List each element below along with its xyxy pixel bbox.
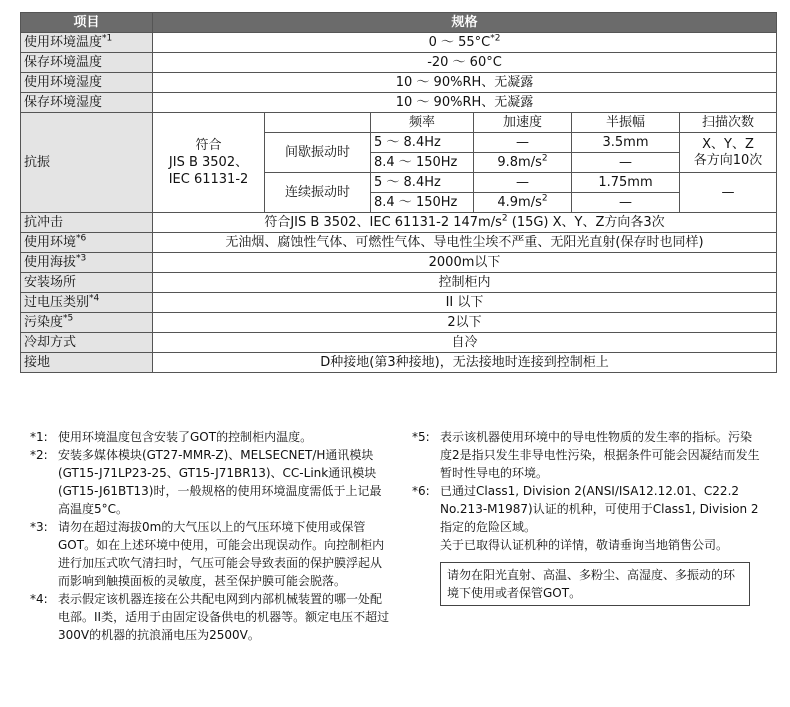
vib-intermittent: 间歇振动时 [265, 133, 371, 173]
note-mark: *1: [30, 430, 48, 444]
note-text: 安装多媒体模块(GT27-MMR-Z)、MELSECNET/H通讯模块(GT15-J71LP23-25、GT15-J71BR13)、CC-Link通讯模块(GT15-J61BT13)时，一般规格的使用环境温度需低于上记最高温度5°C。 [58, 448, 382, 516]
value-install: 控制柜内 [153, 273, 777, 293]
vib-con-r2-amp: — [572, 193, 680, 213]
label-overvolt: 过电压类别$^{*4}$ [21, 293, 153, 313]
value-env: 无油烟、腐蚀性气体、可燃性气体、导电性尘埃不严重、无阳光直射(保存时也同样) [153, 233, 777, 253]
note-mark: *5: [412, 430, 430, 444]
value-st-hum: 10 ～ 90%RH、无凝露 [153, 93, 777, 113]
note-text: 已通过Class1, Division 2(ANSI/ISA12.12.01、C22.2 No.213-M1987)认证的机种，可使用于Class1, Division 2指定的危险区域。 [440, 484, 759, 534]
value-ground: D种接地(第3种接地)，无法接地时连接到控制柜上 [153, 353, 777, 373]
label-ground: 接地 [21, 353, 153, 373]
value-op-hum: 10 ～ 90%RH、无凝露 [153, 73, 777, 93]
caution-box: 请勿在阳光直射、高温、多粉尘、高湿度、多振动的环境下使用或者保管GOT。 [440, 562, 750, 606]
vib-int-r1-accel: — [474, 133, 572, 153]
note-text: 表示该机器使用环境中的导电性物质的发生率的指标。污染度2是指只发生非导电性污染，根据条件可能会因凝结而发生暂时性导电的环境。 [440, 430, 760, 480]
vib-int-r2-accel: $9.8m/s^2$ [474, 153, 572, 173]
vib-standard: 符合 JIS B 3502、 IEC 61131-2 [153, 113, 265, 213]
label-st-temp: 保存环境温度 [21, 53, 153, 73]
vib-con-r1-freq: 5 ～ 8.4Hz [371, 173, 474, 193]
note-mark: *4: [30, 592, 48, 606]
label-st-hum: 保存环境湿度 [21, 93, 153, 113]
label-vib: 抗振 [21, 113, 153, 213]
note-3 [30, 518, 390, 590]
label-env: 使用环境$^{*6}$ [21, 233, 153, 253]
note-text: 请勿在超过海拔0m的大气压以上的气压环境下使用或保管GOT。如在上述环境中使用，可能会出现误动作。向控制柜内进行加压式吹气清扫时，气压可能会导致表面的保护膜浮起从而影响到触摸面板的灵敏度，甚至保护膜可能会脱落。 [58, 520, 385, 588]
note-4 [30, 590, 390, 644]
spec-table [20, 12, 777, 373]
label-install: 安装场所 [21, 273, 153, 293]
value-cooling: 自冷 [153, 333, 777, 353]
vib-continuous: 连续振动时 [265, 173, 371, 213]
note-text: 表示假定该机器连接在公共配电网到内部机械装置的哪一处配电部。II类，适用于由固定设备供电的机器等。额定电压不超过300V的机器的抗浪涌电压为2500V。 [58, 592, 390, 642]
label-shock: 抗冲击 [21, 213, 153, 233]
value-overvolt: II 以下 [153, 293, 777, 313]
value-st-temp: -20 ～ 60°C [153, 53, 777, 73]
vib-int-r2-amp: — [572, 153, 680, 173]
vib-con-r2-freq: 8.4 ～ 150Hz [371, 193, 474, 213]
label-altitude: 使用海拔$^{*3}$ [21, 253, 153, 273]
note-1 [30, 428, 390, 446]
note-mark: *3: [30, 520, 48, 534]
vib-con-r1-accel: — [474, 173, 572, 193]
value-altitude: 2000m以下 [153, 253, 777, 273]
vib-int-r1-amp: 3.5mm [572, 133, 680, 153]
note-5 [412, 428, 762, 482]
vib-col-amp: 半振幅 [572, 113, 680, 133]
vib-col-accel: 加速度 [474, 113, 572, 133]
vib-con-sweep: — [680, 173, 777, 213]
header-spec: 规格 [153, 13, 777, 33]
vib-col-freq: 频率 [371, 113, 474, 133]
note-6 [412, 482, 762, 536]
value-op-temp: 0 ～ $55^\circ C^{*2}$ [153, 33, 777, 53]
vib-con-r1-amp: 1.75mm [572, 173, 680, 193]
vib-col-sweep: 扫描次数 [680, 113, 777, 133]
vib-con-r2-accel: $4.9m/s^2$ [474, 193, 572, 213]
note-mark: *6: [412, 484, 430, 498]
vib-int-r2-freq: 8.4 ～ 150Hz [371, 153, 474, 173]
header-item: 项目 [21, 13, 153, 33]
note-6-extra: 关于已取得认证机种的详情，敬请垂询当地销售公司。 [440, 538, 729, 552]
label-cooling: 冷却方式 [21, 333, 153, 353]
label-pollution: 污染度$^{*5}$ [21, 313, 153, 333]
note-mark: *2: [30, 448, 48, 462]
value-shock: 符合JIS B 3502、IEC 61131-2 $147m/s^2$ (15G) X、Y、Z方向各3次 [153, 213, 777, 233]
vib-int-r1-freq: 5 ～ 8.4Hz [371, 133, 474, 153]
notes-right [412, 428, 762, 606]
vib-header-blank [265, 113, 371, 133]
note-text: 使用环境温度包含安装了GOT的控制柜内温度。 [58, 430, 313, 444]
note-2 [30, 446, 390, 518]
value-pollution: 2以下 [153, 313, 777, 333]
vib-int-sweep: X、Y、Z 各方向10次 [680, 133, 777, 173]
label-op-temp: 使用环境温度$^{*1}$ [21, 33, 153, 53]
notes-left [30, 428, 390, 644]
label-op-hum: 使用环境湿度 [21, 73, 153, 93]
